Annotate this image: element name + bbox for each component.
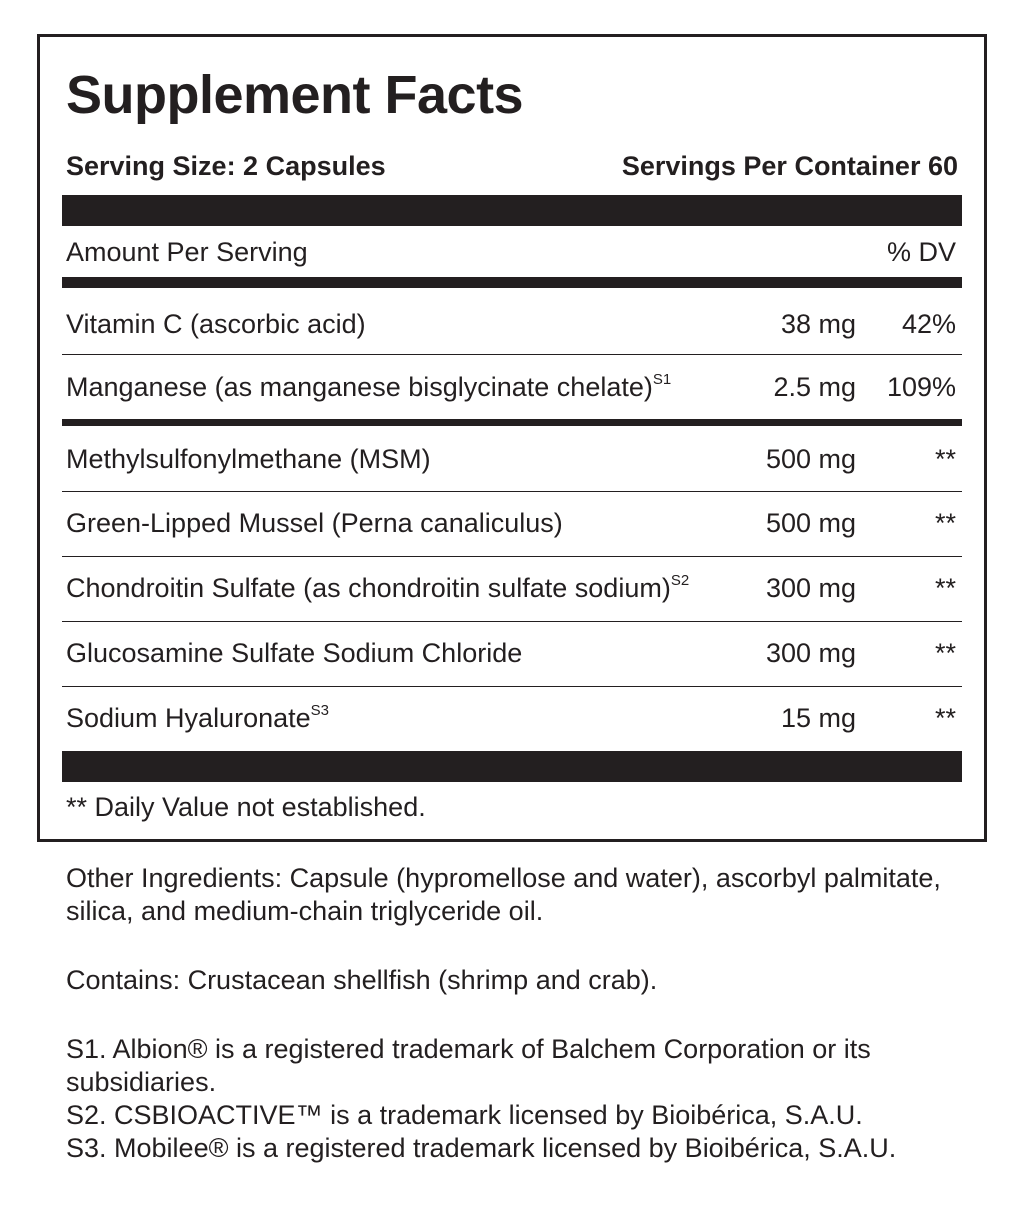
serving-size: Serving Size: 2 Capsules — [66, 150, 386, 181]
dv-footnote: ** Daily Value not established. — [66, 792, 426, 822]
ingredient-name: Methylsulfonylmethane (MSM) — [66, 443, 431, 474]
ingredient-amount: 500 mg — [765, 443, 856, 474]
allergen-statement — [66, 964, 966, 997]
superscript-ref: S3 — [310, 701, 329, 719]
trademark-note: S1. Albion® is a registered trademark of Balchem Corporation or its subsidiaries. — [66, 1034, 871, 1097]
ingredient-row — [66, 439, 956, 479]
ingredient-amount: 2.5 mg — [773, 371, 856, 402]
other-ingredients-text: Other Ingredients: Capsule (hypromellose and water), ascorbyl palmitate, silica, and medium-chain triglyceride oil. — [66, 863, 941, 926]
ingredient-dv: ** — [934, 507, 956, 538]
ingredient-row — [66, 367, 956, 407]
serving-info-row — [66, 148, 958, 184]
ingredient-dv: ** — [934, 702, 956, 733]
panel-title: Supplement Facts — [66, 65, 524, 125]
ingredient-amount: 500 mg — [765, 507, 856, 538]
row-divider — [62, 354, 962, 355]
ingredient-row — [66, 304, 956, 344]
servings-per-container: Servings Per Container 60 — [621, 150, 958, 181]
other-ingredients — [66, 862, 966, 928]
row-divider — [62, 556, 962, 557]
row-divider — [62, 621, 962, 622]
vitamin-section-divider — [62, 419, 962, 426]
ingredient-dv: ** — [934, 443, 956, 474]
amount-per-serving-label: Amount Per Serving — [66, 236, 308, 267]
top-thick-divider — [62, 195, 962, 226]
ingredient-amount: 300 mg — [765, 572, 856, 603]
ingredient-name: Green-Lipped Mussel (Perna canaliculus) — [66, 507, 563, 538]
ingredient-amount: 300 mg — [765, 637, 856, 668]
superscript-ref: S2 — [670, 571, 690, 589]
superscript-ref: S1 — [652, 370, 672, 388]
row-divider — [62, 686, 962, 687]
ingredient-row — [66, 568, 956, 608]
dv-header-label: % DV — [886, 236, 956, 267]
trademark-notes — [66, 1033, 966, 1165]
ingredient-name: Chondroitin Sulfate (as chondroitin sulfate sodium) — [66, 572, 671, 603]
ingredient-row — [66, 503, 956, 543]
ingredient-dv: ** — [934, 637, 956, 668]
ingredient-name: Manganese (as manganese bisglycinate chelate) — [66, 371, 653, 402]
ingredient-row — [66, 633, 956, 673]
trademark-note: S3. Mobilee® is a registered trademark licensed by Bioibérica, S.A.U. — [66, 1133, 897, 1163]
amount-header-row — [66, 232, 956, 272]
bottom-thick-divider — [62, 751, 962, 782]
ingredient-name: Glucosamine Sulfate Sodium Chloride — [66, 637, 523, 668]
ingredient-name: Vitamin C (ascorbic acid) — [66, 308, 366, 339]
header-divider — [62, 277, 962, 288]
ingredient-row — [66, 698, 956, 738]
contains-text: Contains: Crustacean shellfish (shrimp and crab). — [66, 965, 658, 995]
ingredient-dv: 109% — [886, 371, 956, 402]
row-divider — [62, 491, 962, 492]
trademark-note: S2. CSBIOACTIVE™ is a trademark licensed by Bioibérica, S.A.U. — [66, 1100, 863, 1130]
ingredient-dv: 42% — [901, 308, 956, 339]
ingredient-amount: 38 mg — [780, 308, 856, 339]
ingredient-name: Sodium Hyaluronate — [66, 702, 311, 733]
ingredient-dv: ** — [934, 572, 956, 603]
ingredient-amount: 15 mg — [780, 702, 856, 733]
